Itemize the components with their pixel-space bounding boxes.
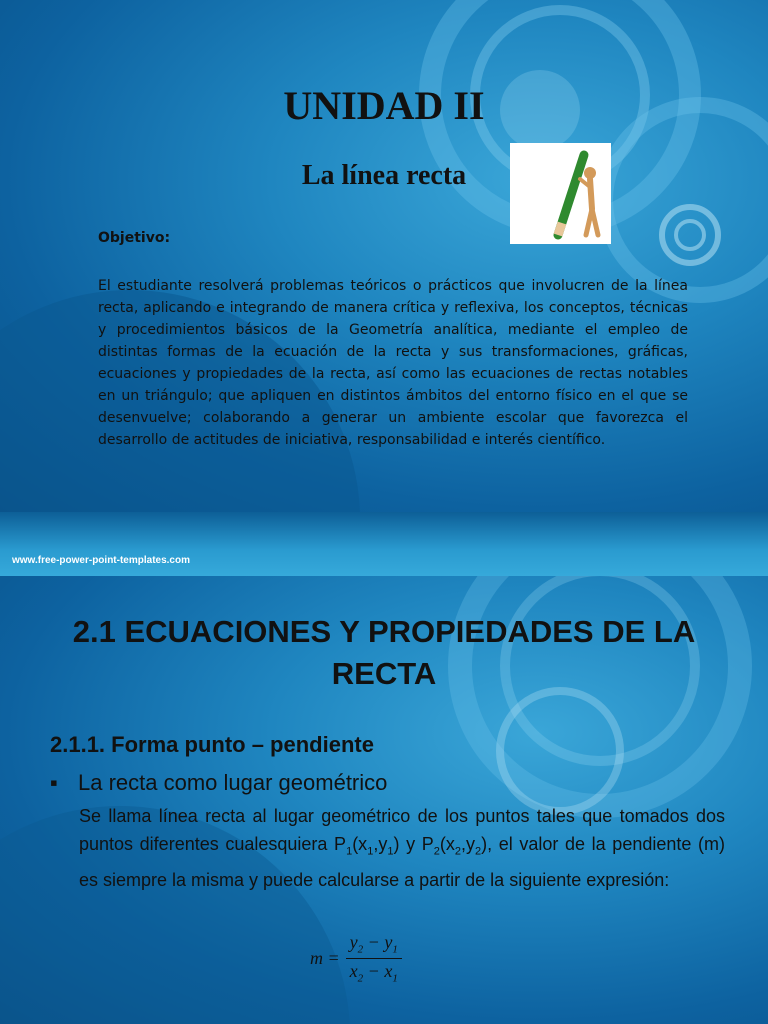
section-title: 2.1 ECUACIONES Y PROPIEDADES DE LA RECTA [72, 614, 696, 691]
footer-url: www.free-power-point-templates.com [12, 555, 190, 566]
formula-sub: 1 [392, 972, 398, 985]
body-text: ), el valor de la pendiente (m) es siempre la misma y puede calcularse a partir de la siguiente expresión: [79, 834, 725, 890]
pencil-figure-icon [510, 143, 611, 244]
formula-term: x [349, 960, 358, 981]
formula-numerator [346, 932, 402, 959]
formula-sub: 1 [392, 943, 398, 956]
body-text: ,y [460, 834, 475, 854]
formula-sub: 2 [357, 943, 364, 956]
subsection-title: 2.1.1. Forma punto – pendiente [50, 732, 374, 757]
formula-op: − [363, 960, 385, 981]
formula-term: x [384, 960, 393, 981]
slide-title: UNIDAD II [283, 83, 485, 128]
bullet-item [50, 770, 387, 796]
bullet-icon: ▪ [50, 770, 58, 795]
body-sub: 1 [346, 845, 353, 858]
formula-lhs: m = [310, 947, 340, 968]
body-text: ,y [373, 834, 388, 854]
body-sub: 1 [367, 845, 374, 858]
bullet-text: La recta como lugar geométrico [78, 770, 388, 795]
slide-subtitle: La línea recta [301, 160, 467, 191]
body-sub: 1 [387, 845, 394, 858]
body-sub: 2 [433, 845, 440, 858]
formula-term: y [349, 932, 358, 952]
objective-label: Objetivo: [98, 230, 171, 246]
slope-formula [310, 932, 402, 984]
formula-denominator [346, 959, 402, 985]
body-sub: 2 [454, 845, 461, 858]
formula-sub: 2 [357, 972, 364, 985]
body-sub: 2 [474, 845, 482, 858]
slide-separator [0, 512, 768, 576]
formula-term: y [384, 932, 393, 952]
body-text: (x [352, 834, 368, 854]
objective-text: El estudiante resolverá problemas teóricos o prácticos que involucren de la línea recta, aplicando e integrando de manera crítica y reflexiva, los conceptos, técnicas y procedimientos básicos de la Geometría analítica, mediante el empleo de distintas formas de la ecuación de la recta y sus transformaciones, gráficas, ecuaciones y propiedades de la recta, así como las ecuaciones de rectas notables en un triángulo; que apliquen en distintos ámbitos del entorno físico en el que se desenvuelve; colaborando a generar un ambiente escolar que favorezca el desarrollo de actitudes de iniciativa, responsabilidad e interés científico. [98, 278, 688, 448]
body-text: ) y P [393, 834, 434, 854]
formula-fraction [346, 932, 402, 984]
definition-paragraph [79, 802, 725, 894]
formula-op: − [363, 932, 385, 952]
body-text: Se llama línea recta al lugar geométrico de los puntos tales que tomados dos puntos diferentes cualesquiera P [79, 806, 725, 854]
body-text: (x [439, 834, 455, 854]
